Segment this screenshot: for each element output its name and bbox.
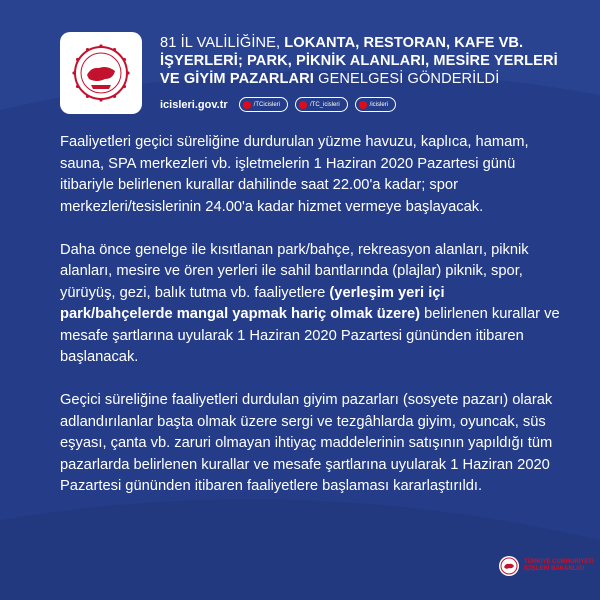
social-label: /TCicisleri	[253, 101, 280, 108]
text-run: Geçici süreliğine faaliyetleri durdulan giyim pazarları (sosyete pazarı) olarak adlandırılanlar başta olmak üzere sergi ve tezgâhlarda giyim, oyuncak, süs eşyası, çanta vb. zaruri olmayan ihtiyaç maddelerinin satışının yapıldığı tüm pazarlarda belirlenen kurallar ve mesafe şartlarına uyularak 1 Haziran 2020 Pazartesi gününden itibaren faaliyetlere başlaması kararlaştırıldı.	[60, 392, 553, 494]
social-label: /icisleri	[369, 101, 389, 108]
headline-part: GENELGESİ GÖNDERİLDİ	[313, 71, 500, 87]
social-link-twitter[interactable]	[295, 97, 348, 112]
text-run: Daha önce genelge ile kısıtlanan park/bahçe, rekreasyon alanları, piknik alanları, mesire ve ören yerleri ile sahil bantlarında (plajlar) piknik, spor, yürüyüş, gezi, balık tutma vb. faaliyetlere	[60, 241, 529, 301]
website-link[interactable]: icisleri.gov.tr	[160, 98, 228, 111]
facebook-icon	[243, 101, 251, 109]
headline-part-bold: LOKANTA, RESTORAN, KAFE VB. İŞYERLERİ; PARK, PİKNİK ALANLARI, MESİRE YERLERİ VE GİYİM PAZARLARI	[160, 35, 558, 87]
ministry-name	[524, 559, 594, 574]
paragraph	[60, 390, 560, 498]
body-text	[60, 132, 560, 519]
ministry-signature	[498, 555, 594, 577]
headline-part: 81 İL VALİLİĞİNE,	[160, 35, 285, 51]
social-label: /TC_icisleri	[310, 101, 340, 108]
ministry-line-2: İÇİŞLERİ BAKANLIĞI	[524, 566, 585, 572]
paragraph	[60, 132, 560, 218]
text-run-bold: (yerleşim yeri içi park/bahçelerde mangal yapmak hariç olmak üzere)	[60, 284, 445, 322]
social-link-facebook[interactable]	[239, 97, 288, 112]
text-run: Faaliyetleri geçici süreliğine durdurulan yüzme havuzu, kaplıca, hamam, sauna, SPA merkezleri vb. işletmelerin 1 Haziran 2020 Pazartesi günü itibariyle belirlenen kurallar dahilinde saat 22.00'a kadar; spor merkezleri/tesislerinin 24.00'a kadar hizmet vermeye başlayacak.	[60, 134, 529, 215]
social-bar	[160, 97, 580, 112]
text-run: belirlenen kurallar ve mesafe şartlarına uyularak 1 Haziran 2020 Pazartesi gününden itibaren başlanacak.	[60, 306, 560, 365]
social-link-instagram[interactable]	[355, 97, 396, 112]
emblem-icon	[69, 41, 133, 105]
emblem-small-icon	[498, 555, 520, 577]
header	[160, 34, 580, 112]
headline	[160, 34, 580, 88]
ministry-line-1: TÜRKİYE CUMHURİYETİ	[524, 558, 594, 565]
paragraph	[60, 240, 560, 369]
instagram-icon	[359, 101, 367, 109]
ministry-logo	[60, 32, 142, 114]
twitter-icon	[299, 101, 307, 109]
